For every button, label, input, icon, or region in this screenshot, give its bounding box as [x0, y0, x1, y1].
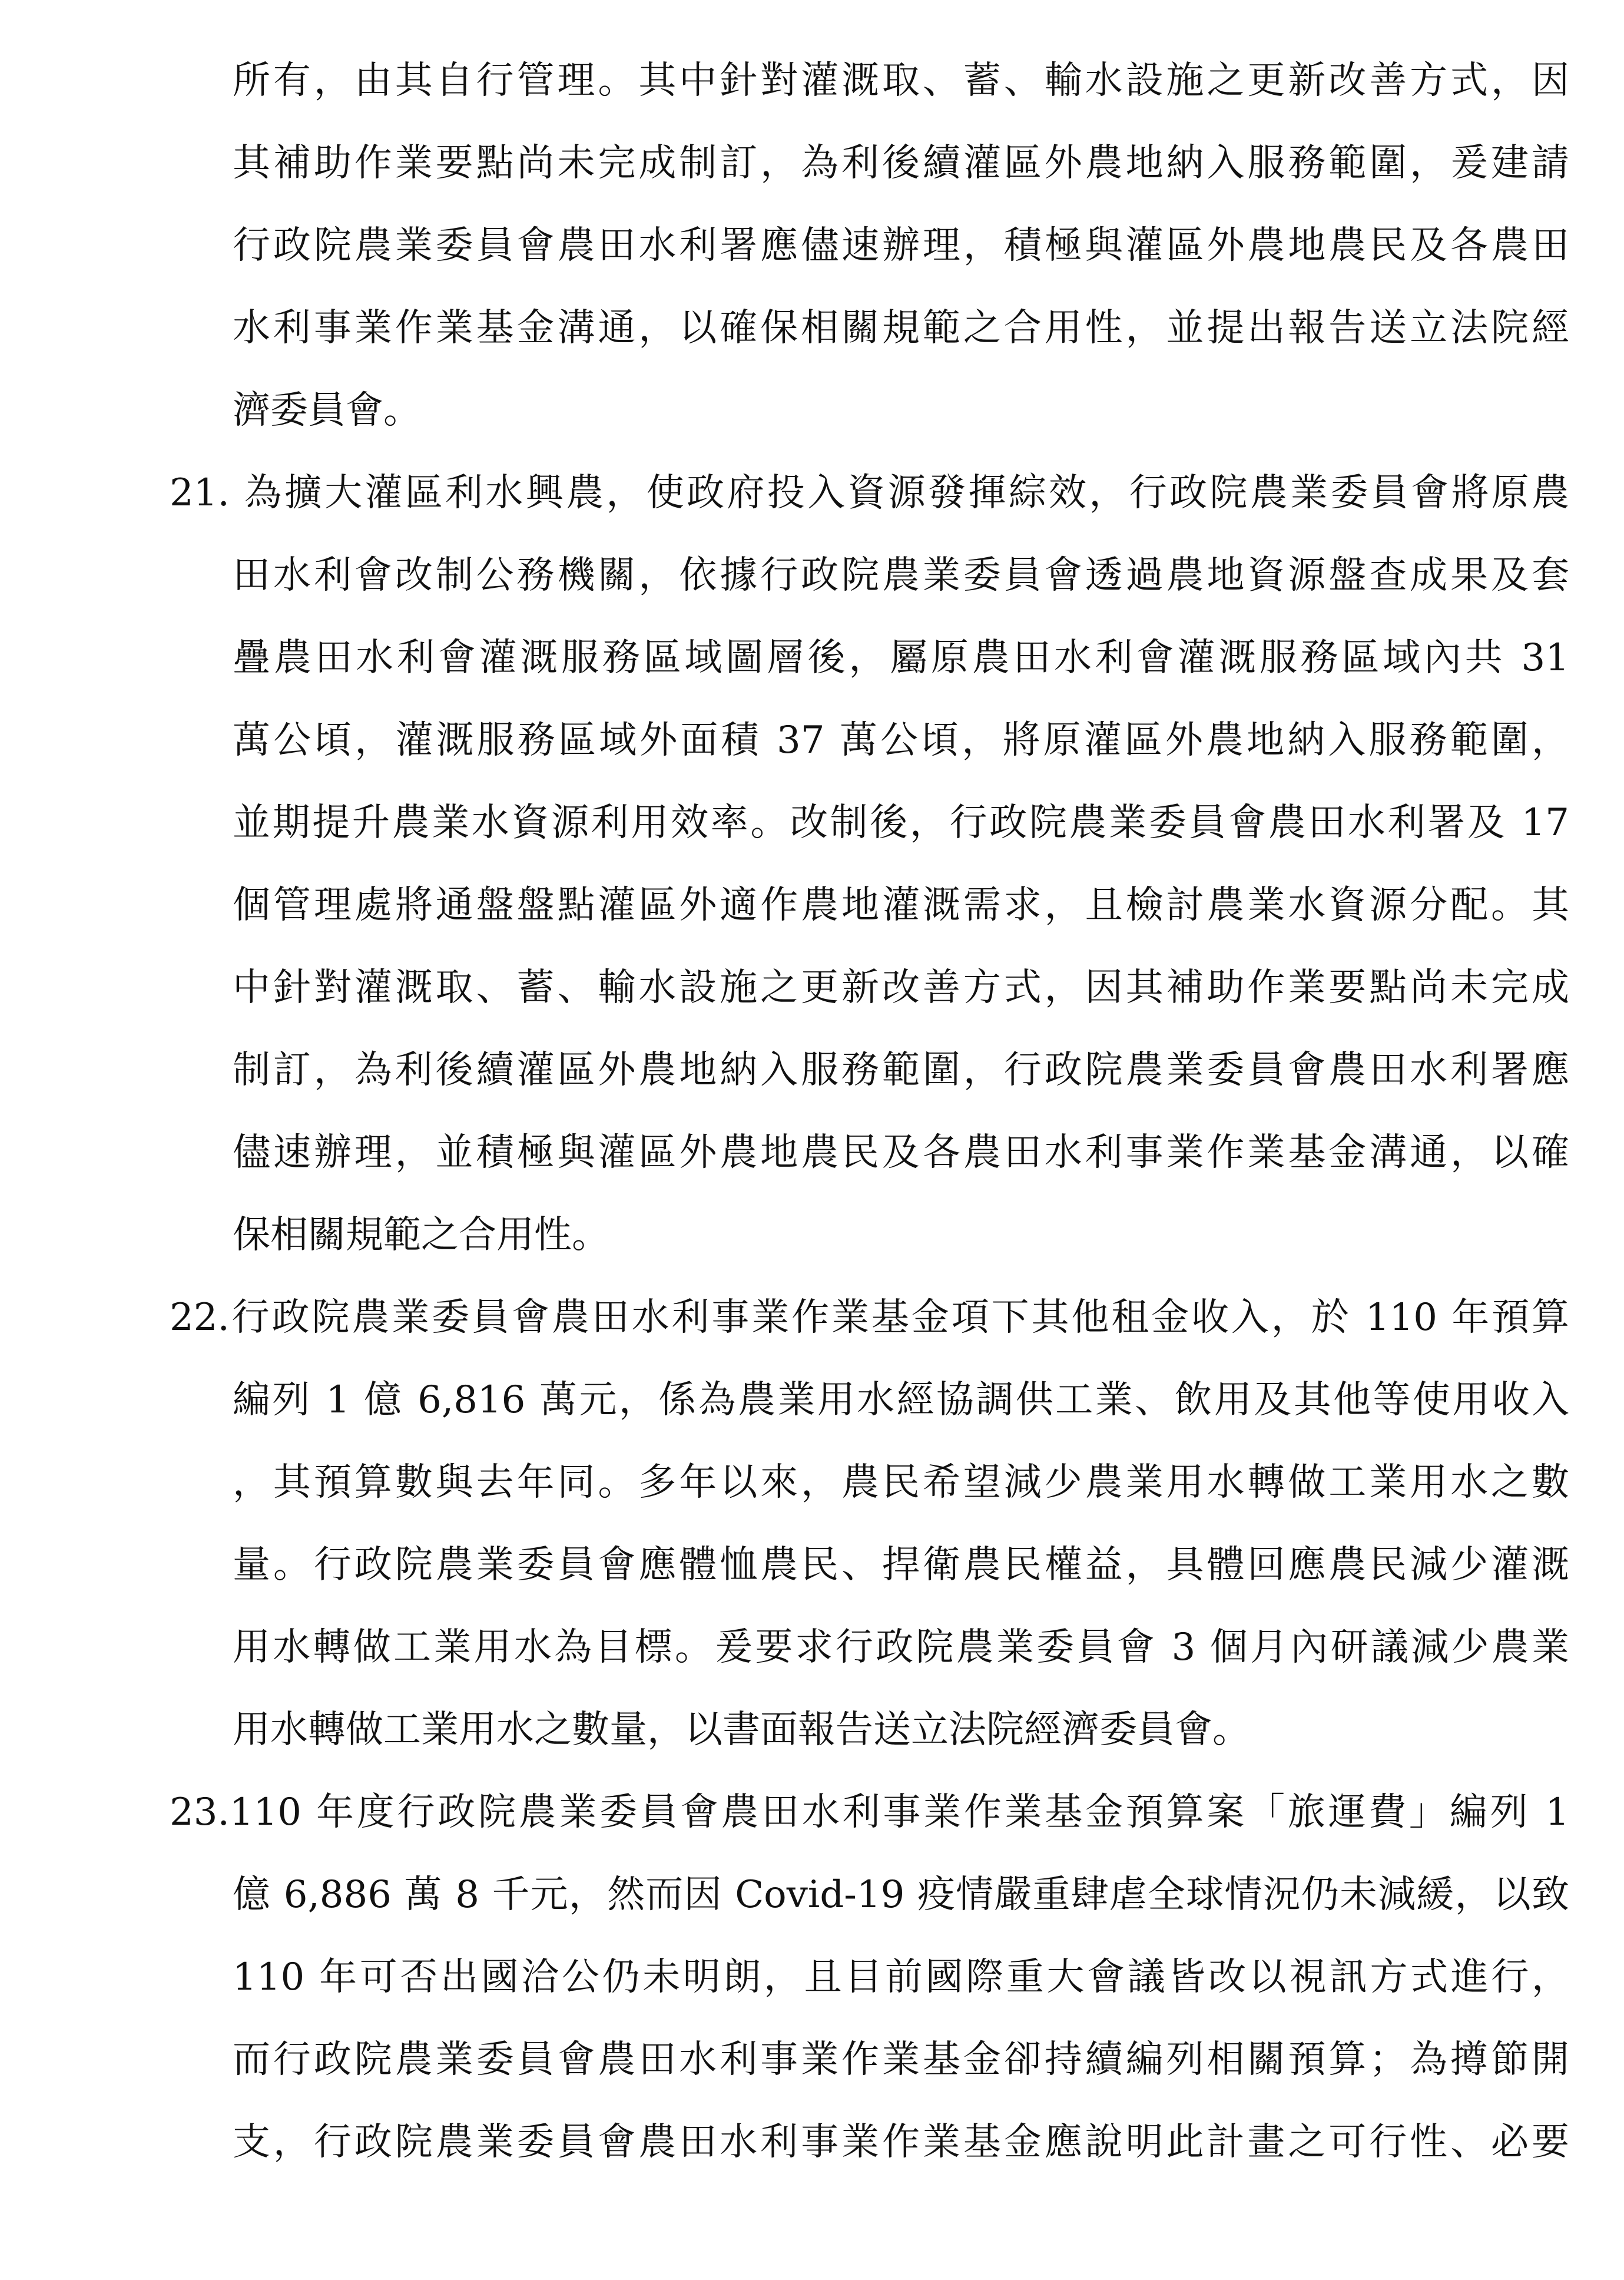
text-line: 其補助作業要點尚未完成制訂，為利後續灌區外農地納入服務範圍，爰建請	[233, 141, 1569, 185]
item-22-first-line: 22.行政院農業委員會農田水利事業作業基金項下其他租金收入，於 110 年預算	[170, 1296, 1569, 1339]
text-line: 並期提升農業水資源利用效率。改制後，行政院農業委員會農田水利署及 17	[233, 801, 1569, 845]
text-line: 個管理處將通盤盤點灌區外適作農地灌溉需求，且檢討農業水資源分配。其	[233, 883, 1569, 927]
text-line: 制訂，為利後續灌區外農地納入服務範圍，行政院農業委員會農田水利署應	[233, 1048, 1569, 1092]
text-line: 疊農田水利會灌溉服務區域圖層後，屬原農田水利會灌溉服務區域內共 31	[233, 636, 1569, 680]
text-line: 110 年可否出國洽公仍未明朗，且目前國際重大會議皆改以視訊方式進行，	[233, 1955, 1569, 1999]
text-line: 用水轉做工業用水為目標。爰要求行政院農業委員會 3 個月內研議減少農業	[233, 1626, 1569, 1669]
text-line: 量。行政院農業委員會應體恤農民、捍衛農民權益，具體回應農民減少灌溉	[233, 1543, 1569, 1587]
text-line: 億 6,886 萬 8 千元，然而因 Covid-19 疫情嚴重肆虐全球情況仍未減緩，以致	[233, 1873, 1569, 1917]
text-line: 用水轉做工業用水之數量，以書面報告送立法院經濟委員會。	[233, 1708, 1250, 1752]
text-line: 濟委員會。	[233, 389, 421, 432]
text-line: 支，行政院農業委員會農田水利事業作業基金應說明此計畫之可行性、必要	[233, 2120, 1569, 2164]
text-line: 儘速辦理，並積極與灌區外農地農民及各農田水利事業作業基金溝通，以確	[233, 1131, 1569, 1174]
item-23-first-line: 23.110 年度行政院農業委員會農田水利事業作業基金預算案「旅運費」編列 1	[170, 1791, 1569, 1834]
text-line: 編列 1 億 6,816 萬元，係為農業用水經協調供工業、飲用及其他等使用收入	[233, 1378, 1569, 1422]
item-21-first-line: 21. 為擴大灌區利水興農，使政府投入資源發揮綜效，行政院農業委員會將原農	[170, 471, 1569, 515]
text-line: 而行政院農業委員會農田水利事業作業基金卻持續編列相關預算；為撙節開	[233, 2038, 1569, 2082]
text-line: ，其預算數與去年同。多年以來，農民希望減少農業用水轉做工業用水之數	[233, 1461, 1569, 1504]
text-line: 中針對灌溉取、蓄、輸水設施之更新改善方式，因其補助作業要點尚未完成	[233, 966, 1569, 1010]
text-line: 田水利會改制公務機關，依據行政院農業委員會透過農地資源盤查成果及套	[233, 554, 1569, 597]
text-line: 水利事業作業基金溝通，以確保相關規範之合用性，並提出報告送立法院經	[233, 306, 1569, 350]
text-line: 保相關規範之合用性。	[233, 1213, 609, 1257]
text-line: 萬公頃，灌溉服務區域外面積 37 萬公頃，將原灌區外農地納入服務範圍，	[233, 719, 1569, 762]
text-line: 行政院農業委員會農田水利署應儘速辦理，積極與灌區外農地農民及各農田	[233, 224, 1569, 267]
text-line: 所有，由其自行管理。其中針對灌溉取、蓄、輸水設施之更新改善方式，因	[233, 59, 1569, 102]
